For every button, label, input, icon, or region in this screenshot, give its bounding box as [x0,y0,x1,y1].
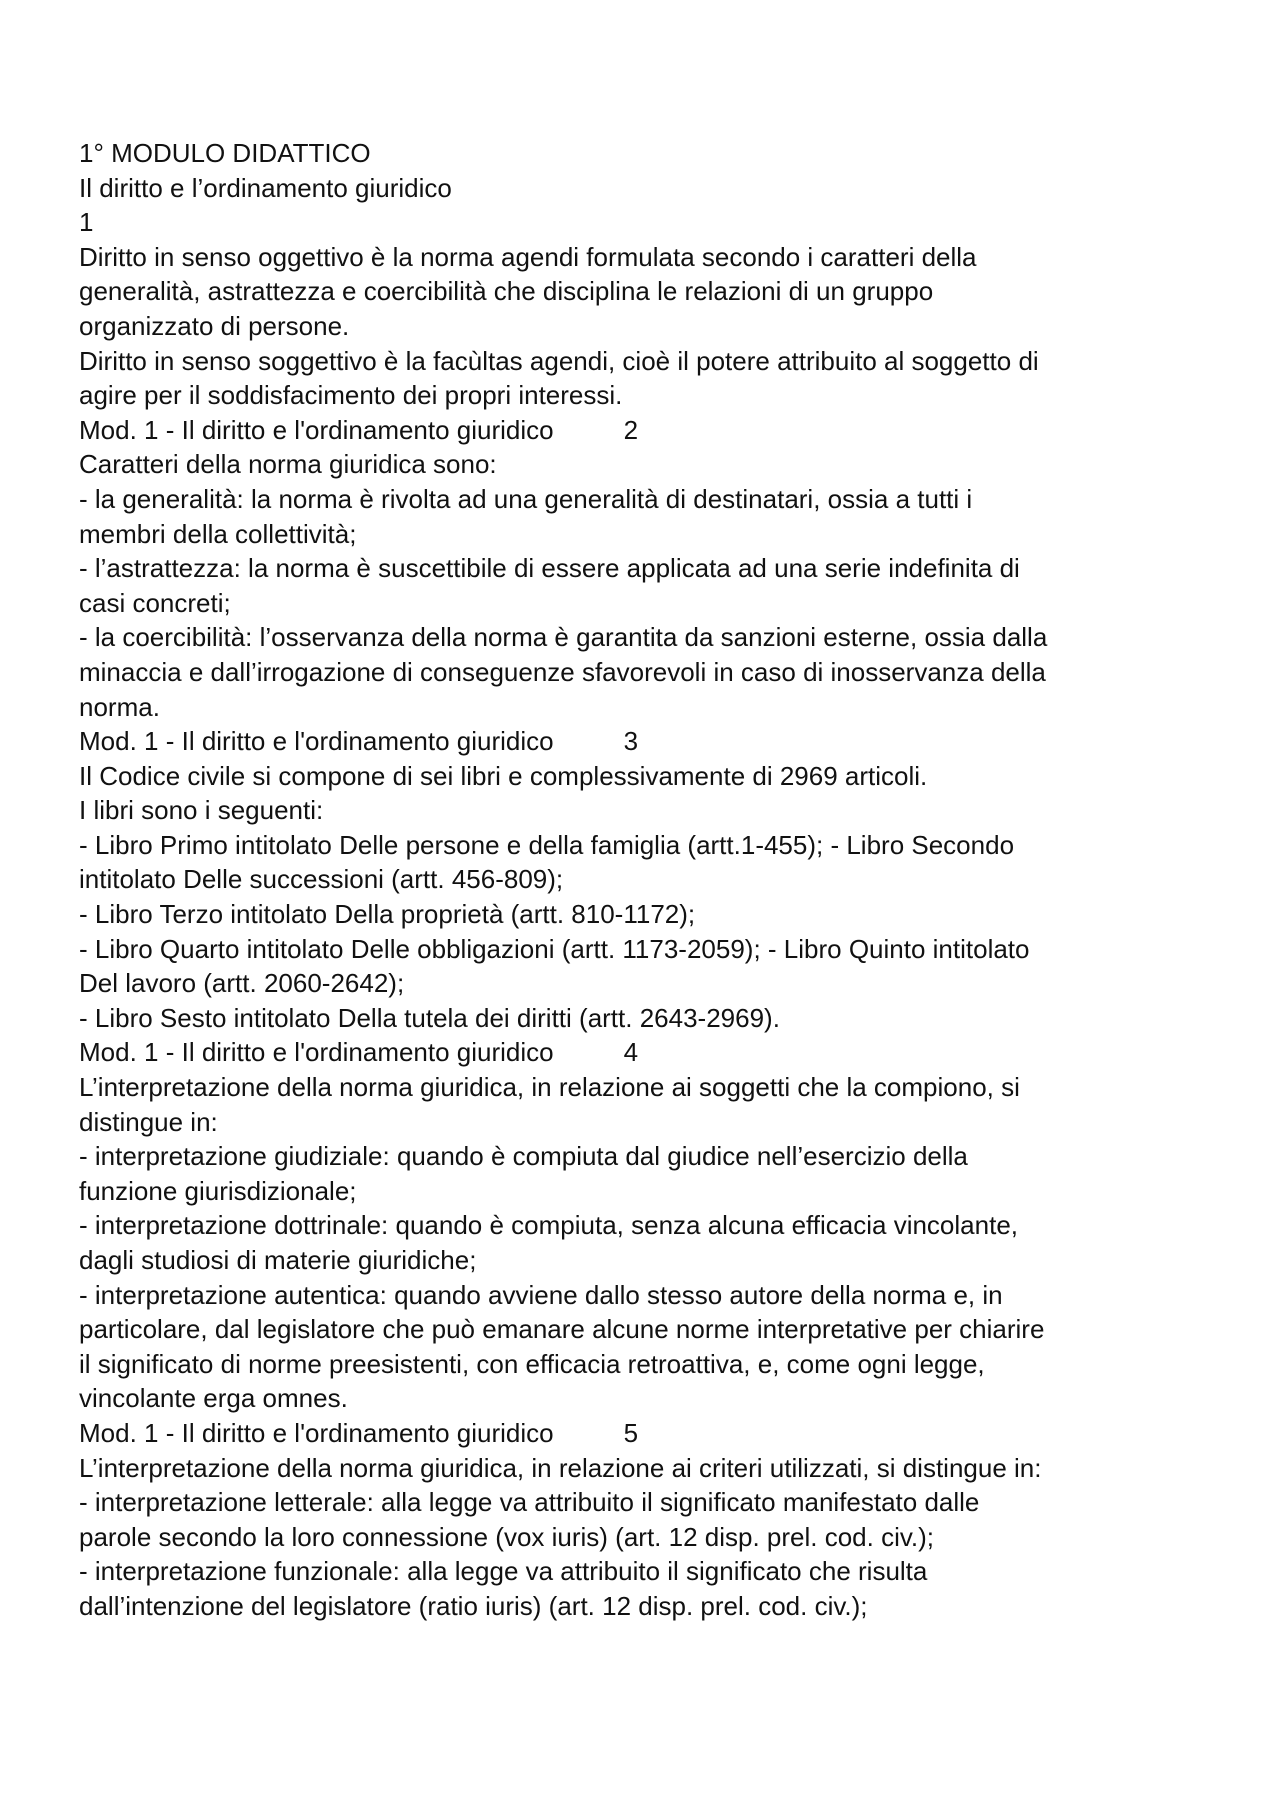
text-line: - interpretazione funzionale: alla legge va attribuito il significato che risulta [79,1556,928,1587]
slide-footer [79,413,1219,448]
text-line: - Libro Terzo intitolato Della proprietà (artt. 810-1172); [79,899,696,930]
footer-label: Mod. 1 - Il diritto e l'ordinamento giuridico [79,726,554,757]
text-line: Diritto in senso oggettivo è la norma agendi formulata secondo i caratteri della [79,241,977,272]
text-line: I libri sono i seguenti: [79,795,324,826]
text-line: organizzato di persone. [79,310,350,341]
document-page [79,136,1219,1624]
text-line: generalità, astrattezza e coercibilità che disciplina le relazioni di un gruppo [79,276,934,307]
text-line: vincolante erga omnes. [79,1383,348,1414]
text-line: Del lavoro (artt. 2060-2642); [79,968,405,999]
text-line: - Libro Primo intitolato Delle persone e della famiglia (artt.1-455); - Libro Secondo [79,829,1015,860]
text-line: parole secondo la loro connessione (vox iuris) (art. 12 disp. prel. cod. civ.); [79,1521,935,1552]
footer-label: Mod. 1 - Il diritto e l'ordinamento giuridico [79,1417,554,1448]
slide-footer [79,1035,1219,1070]
text-line: distingue in: [79,1106,218,1137]
section-5 [79,1451,1219,1624]
text-line: - interpretazione letterale: alla legge va attribuito il significato manifestato dalle [79,1487,980,1518]
document-subtitle: Il diritto e l’ordinamento giuridico [79,172,452,203]
module-title: 1° MODULO DIDATTICO [79,138,371,168]
text-line: funzione giurisdizionale; [79,1175,357,1206]
section-4 [79,1070,1219,1416]
page-number: 2 [623,414,639,445]
text-line: dagli studiosi di materie giuridiche; [79,1245,477,1275]
text-line: dall’intenzione del legislatore (ratio iuris) (art. 12 disp. prel. cod. civ.); [79,1590,868,1621]
page-number: 1 [79,207,94,238]
text-line: - interpretazione dottrinale: quando è compiuta, senza alcuna efficacia vincolante, [79,1210,1018,1241]
section-3 [79,759,1219,1036]
text-line: - Libro Quarto intitolato Delle obbligazioni (artt. 1173-2059); - Libro Quinto intitolato [79,933,1030,964]
text-line: particolare, dal legislatore che può emanare alcune norme interpretative per chiarire [79,1314,1045,1345]
text-line: intitolato Delle successioni (artt. 456-809); [79,864,564,895]
text-line: L’interpretazione della norma giuridica, in relazione ai soggetti che la compiono, si [79,1072,1020,1103]
section-2 [79,447,1219,724]
text-line: casi concreti; [79,587,231,618]
text-line: - interpretazione giudiziale: quando è compiuta dal giudice nell’esercizio della [79,1141,968,1172]
text-line: - l’astrattezza: la norma è suscettibile di essere applicata ad una serie indefinita di [79,553,1020,584]
text-line: - la coercibilità: l’osservanza della norma è garantita da sanzioni esterne, ossia dalla [79,622,1048,653]
page-number: 4 [623,1037,639,1068]
text-line: minaccia e dall’irrogazione di conseguenze sfavorevoli in caso di inosservanza della [79,656,1046,687]
text-line: Caratteri della norma giuridica sono: [79,449,497,480]
text-line: agire per il soddisfacimento dei propri interessi. [79,380,623,411]
text-line: il significato di norme preesistenti, con efficacia retroattiva, e, come ogni legge, [79,1348,985,1379]
page-number: 5 [623,1417,639,1448]
text-line: Diritto in senso soggettivo è la facùltas agendi, cioè il potere attribuito al soggetto di [79,345,1039,376]
page-number: 3 [623,726,639,757]
text-line: norma. [79,691,160,722]
footer-label: Mod. 1 - Il diritto e l'ordinamento giuridico [79,414,554,445]
slide-footer [79,1416,1219,1451]
text-line: - interpretazione autentica: quando avviene dallo stesso autore della norma e, in [79,1279,1003,1310]
text-line: - Libro Sesto intitolato Della tutela dei diritti (artt. 2643-2969). [79,1002,780,1033]
section-1 [79,240,1219,413]
footer-label: Mod. 1 - Il diritto e l'ordinamento giuridico [79,1037,554,1068]
slide-footer [79,724,1219,759]
text-line: membri della collettività; [79,518,357,549]
text-line: Il Codice civile si compone di sei libri e complessivamente di 2969 articoli. [79,760,928,791]
text-line: - la generalità: la norma è rivolta ad una generalità di destinatari, ossia a tutti i [79,483,973,514]
text-line: L’interpretazione della norma giuridica, in relazione ai criteri utilizzati, si distingue in: [79,1452,1042,1483]
